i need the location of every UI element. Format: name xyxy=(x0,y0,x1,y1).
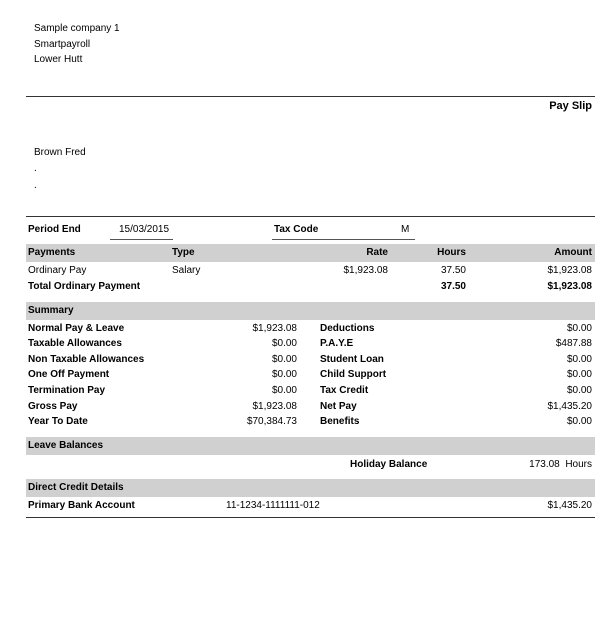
summary-title: Summary xyxy=(28,305,74,316)
payments-header-band xyxy=(26,244,595,262)
normal-pay-label: Normal Pay & Leave xyxy=(28,323,125,334)
employee-address-line2: . xyxy=(34,180,37,191)
period-end-underline xyxy=(110,239,173,240)
direct-credit-amount: $1,435.20 xyxy=(547,500,592,511)
payment-type: Salary xyxy=(172,265,201,276)
employee-address-line1: . xyxy=(34,163,37,174)
leave-band xyxy=(26,437,595,455)
company-name: Sample company 1 xyxy=(34,23,120,34)
taxable-allowances-label: Taxable Allowances xyxy=(28,338,122,349)
tax-credit-label: Tax Credit xyxy=(320,385,369,396)
amount-col-header: Amount xyxy=(554,247,592,258)
tax-code-value: M xyxy=(401,224,410,235)
year-to-date-label: Year To Date xyxy=(28,416,88,427)
holiday-balance-unit: Hours xyxy=(565,459,592,470)
rate-col-header: Rate xyxy=(366,247,388,258)
gross-pay-label: Gross Pay xyxy=(28,401,78,412)
gross-pay-value: $1,923.08 xyxy=(252,401,297,412)
hours-col-header: Hours xyxy=(437,247,466,258)
payments-col-header: Payments xyxy=(28,247,76,258)
company-product: Smartpayroll xyxy=(34,39,91,50)
one-off-payment-value: $0.00 xyxy=(271,369,297,380)
payment-rate: $1,923.08 xyxy=(343,265,388,276)
period-end-value: 15/03/2015 xyxy=(119,224,170,235)
net-pay-value: $1,435.20 xyxy=(547,401,592,412)
holiday-balance-value: 173.08 xyxy=(529,459,560,470)
employee-name: Brown Fred xyxy=(34,147,86,158)
payment-name: Ordinary Pay xyxy=(28,265,87,276)
paye-value: $487.88 xyxy=(555,338,592,349)
tax-code-underline xyxy=(272,239,415,240)
footer-divider xyxy=(26,517,595,518)
benefits-label: Benefits xyxy=(320,416,360,427)
type-col-header: Type xyxy=(172,247,195,258)
child-support-value: $0.00 xyxy=(566,369,592,380)
non-taxable-allowances-label: Non Taxable Allowances xyxy=(28,354,145,365)
direct-credit-title: Direct Credit Details xyxy=(28,482,124,493)
tax-credit-value: $0.00 xyxy=(566,385,592,396)
deductions-label: Deductions xyxy=(320,323,375,334)
payment-hours: 37.50 xyxy=(440,265,466,276)
deductions-value: $0.00 xyxy=(566,323,592,334)
normal-pay-value: $1,923.08 xyxy=(252,323,297,334)
summary-band xyxy=(26,302,595,320)
taxable-allowances-value: $0.00 xyxy=(271,338,297,349)
benefits-value: $0.00 xyxy=(566,416,592,427)
total-ordinary-hours: 37.50 xyxy=(440,281,466,292)
student-loan-label: Student Loan xyxy=(320,354,384,365)
doc-title: Pay Slip xyxy=(549,100,592,112)
child-support-label: Child Support xyxy=(320,369,387,380)
payment-amount: $1,923.08 xyxy=(547,265,592,276)
non-taxable-allowances-value: $0.00 xyxy=(271,354,297,365)
net-pay-label: Net Pay xyxy=(320,401,357,412)
one-off-payment-label: One Off Payment xyxy=(28,369,110,380)
period-divider xyxy=(26,216,595,217)
holiday-balance-label: Holiday Balance xyxy=(350,459,428,470)
period-end-label: Period End xyxy=(28,224,81,235)
paye-label: P.A.Y.E xyxy=(320,338,354,349)
header-divider xyxy=(26,96,595,97)
holiday-balance xyxy=(529,459,592,470)
company-city: Lower Hutt xyxy=(34,54,83,65)
termination-pay-value: $0.00 xyxy=(271,385,297,396)
total-ordinary-amount: $1,923.08 xyxy=(547,281,592,292)
leave-title: Leave Balances xyxy=(28,440,104,451)
total-ordinary-label: Total Ordinary Payment xyxy=(28,281,141,292)
tax-code-label: Tax Code xyxy=(274,224,319,235)
termination-pay-label: Termination Pay xyxy=(28,385,106,396)
year-to-date-value: $70,384.73 xyxy=(246,416,297,427)
student-loan-value: $0.00 xyxy=(566,354,592,365)
primary-bank-account-label: Primary Bank Account xyxy=(28,500,135,511)
bank-account-number: 11-1234-1111111-012 xyxy=(226,500,320,511)
